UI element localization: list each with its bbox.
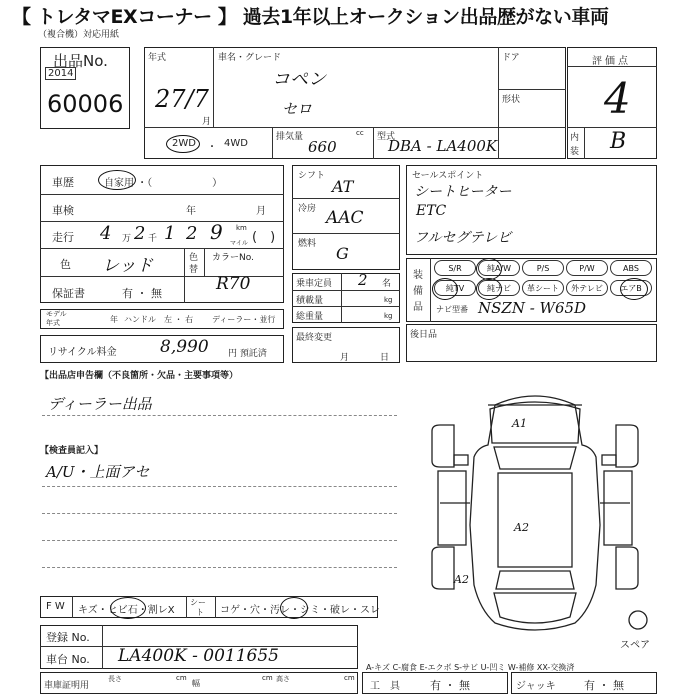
declaration-value: ディーラー出品 [48, 395, 152, 413]
handle-label: ハンドル [124, 315, 156, 324]
usage-options: 自家用 ・（ ） [104, 178, 223, 189]
chassis-label: 車台 No. [46, 653, 90, 666]
damage-mark-roof: A2 [514, 521, 529, 534]
header-subtitle: （複合機）対応用紙 [38, 30, 120, 40]
left-mirror [454, 455, 468, 465]
inspection-label: 車検 [52, 204, 74, 217]
color-value: レッド [102, 256, 153, 276]
capacity-unit: 名 [382, 279, 392, 289]
damage-mark-rear: A2 [454, 573, 469, 586]
declaration-label: 【出品店申告欄（不良箇所・欠品・主要事項等） [40, 371, 239, 381]
seat-label-1: シー [190, 598, 206, 607]
equip-sunroof: S/R [434, 260, 476, 276]
circle-tv [432, 278, 458, 300]
grade-value: セロ [282, 100, 313, 118]
seat-circle [280, 597, 308, 619]
drive-sep: ・ [207, 142, 217, 153]
sales-point-3: フルセグテレビ [414, 230, 512, 246]
equip-navi: 純ナビ [478, 280, 520, 296]
sales-points-label: セールスポイント [412, 171, 484, 181]
fw-options: キズ・ヒビ石・割レX [78, 605, 175, 616]
damage-legend: A-キズ C-腐食 E-エクボ S-サビ U-凹ミ W-補修 XX-交換済 [366, 663, 575, 672]
ac-label: 冷房 [298, 204, 317, 214]
jack-options: 有 ・ 無 [584, 679, 624, 692]
dealer-label: ディーラー・並行 [212, 315, 276, 324]
mileage-digit-1: 4 [100, 223, 112, 244]
seat-label-2: ト [196, 608, 204, 617]
circle-navi [476, 278, 502, 300]
left-front-wheel [432, 425, 454, 467]
length-unit: cm [176, 674, 187, 682]
interior-value: B [610, 129, 627, 154]
rear-window [496, 571, 574, 589]
rating-label: 評価点 [592, 56, 631, 67]
width-unit: cm [262, 674, 273, 682]
warranty-options: 有 ・ 無 [122, 287, 162, 300]
fw-circle [110, 597, 146, 619]
recycle-label: リサイクル料金 [48, 347, 117, 358]
navi-value: NSZN - W65D [478, 299, 587, 317]
interior-label-1: 内 [570, 133, 580, 143]
car-outline [470, 396, 600, 630]
equip-tv: 純TV [434, 280, 476, 296]
drive-2wd: 2WD [172, 138, 196, 149]
displacement-label: 排気量 [276, 132, 304, 142]
mileage-km-unit: km [236, 224, 247, 232]
year-value: 27/7 [155, 85, 209, 113]
load-unit: kg [384, 296, 393, 304]
sales-point-2: ETC [416, 203, 447, 219]
equip-airbag: エアB [610, 280, 652, 296]
spare-tire [629, 611, 647, 629]
right-door [604, 471, 632, 545]
weight-label: 総重量 [296, 312, 324, 322]
color-change-label-1: 色 [189, 253, 199, 263]
drive-4wd: 4WD [224, 138, 248, 149]
interior-label-2: 装 [570, 147, 580, 157]
model-value: DBA - LA400K [388, 137, 498, 155]
shift-value: AT [332, 177, 354, 196]
displacement-value: 660 [308, 138, 337, 156]
equip-ext-tv: 外テレビ [566, 280, 608, 296]
usage-label: 車歴 [52, 176, 74, 189]
usage-circle [98, 170, 136, 190]
model-year-label-2: 年式 [46, 319, 60, 327]
mileage-digit-2: 2 [134, 223, 146, 244]
lot-label: 出品No. [53, 52, 108, 70]
warranty-label: 保証書 [52, 287, 85, 300]
model-label: 型式 [377, 132, 396, 142]
height-unit: cm [344, 674, 355, 682]
mileage-digit-3: 1 [164, 223, 176, 244]
color-no-value: R70 [216, 274, 251, 294]
right-mirror [602, 455, 616, 465]
circle-alloy-wheel [476, 258, 502, 280]
chassis-value: LA400K - 0011655 [118, 646, 279, 666]
car-name-label: 車名・グレード [218, 53, 282, 63]
mileage-mile-unit: マイル [230, 240, 248, 247]
mileage-sen-unit: 千 [148, 234, 158, 244]
equip-power-window: P/W [566, 260, 608, 276]
lot-year-tag: 2014 [45, 67, 76, 80]
last-change-day: 日 [380, 353, 390, 363]
navi-label: ナビ型番 [436, 305, 468, 314]
last-change-month: 月 [340, 353, 350, 363]
weight-unit: kg [384, 312, 393, 320]
trunk-panel [494, 593, 576, 623]
car-diagram [410, 385, 660, 640]
lot-number: 60006 [47, 90, 124, 118]
car-name-value: コペン [272, 69, 326, 90]
spare-label: スペア [620, 640, 650, 651]
mileage-digit-5: 9 [210, 220, 223, 244]
header-title: 【 トレタマEXコーナー 】 過去1年以上オークション出品歴がない車両 [12, 6, 609, 28]
inspector-value: A/U・上面アセ [46, 463, 150, 481]
ac-value: AAC [326, 208, 364, 228]
cert-label: 車庫証明用 [44, 681, 90, 691]
equipment-label-3: 品 [413, 302, 423, 313]
inspection-year-unit: 年 [186, 206, 196, 217]
rear-seat-label: 後日品 [410, 330, 438, 340]
inspector-label: 【検査員記入】 [40, 446, 104, 456]
right-front-wheel [616, 425, 638, 467]
door-label: ドア [502, 53, 520, 63]
tools-options: 有 ・ 無 [430, 679, 470, 692]
fuel-value: G [336, 244, 349, 263]
mileage-digit-4: 2 [186, 223, 198, 244]
height-label: 高さ [276, 675, 290, 683]
equip-power-steering: P/S [522, 260, 564, 276]
month-unit: 月 [202, 117, 212, 127]
year-label: 年式 [148, 53, 167, 63]
equip-leather-seat: 革シート [522, 280, 564, 296]
lot-box [40, 47, 130, 129]
shape-label: 形状 [502, 95, 521, 105]
last-change-label: 最終変更 [296, 333, 333, 343]
right-rear-wheel [616, 547, 638, 589]
tools-label: 工 具 [370, 681, 400, 692]
color-change-label-2: 替 [189, 265, 199, 275]
rating-value: 4 [604, 74, 631, 123]
inspection-month-unit: 月 [256, 206, 266, 217]
recycle-value: 8,990 [160, 337, 209, 357]
shift-label: シフト [298, 171, 326, 181]
color-label: 色 [60, 258, 71, 271]
mileage-paren: ( ) [252, 230, 276, 245]
capacity-label: 乗車定員 [296, 279, 333, 289]
model-year-label-1: モデル [46, 310, 67, 318]
left-rear-wheel [432, 547, 454, 589]
mileage-man-unit: 万 [122, 234, 132, 244]
equip-alloy-wheel: 純A/W [478, 260, 520, 276]
roof-panel [498, 473, 572, 567]
handle-options: 左 ・ 右 [164, 315, 194, 324]
circle-airbag [620, 278, 648, 300]
jack-label: ジャッキ [516, 681, 556, 692]
seat-options: コゲ・穴・汚レ・シミ・破レ・スレ [220, 605, 380, 616]
length-label: 長さ [108, 675, 122, 683]
equip-abs: ABS [610, 260, 652, 276]
equipment-label-1: 装 [413, 270, 423, 281]
load-label: 積載量 [296, 296, 324, 306]
recycle-unit: 円 預託済 [228, 349, 267, 359]
fw-label: F W [46, 601, 65, 612]
left-door [438, 471, 466, 545]
fuel-label: 燃料 [298, 239, 317, 249]
model-year-suffix: 年 [110, 315, 118, 324]
reg-no-label: 登録 No. [46, 631, 90, 644]
damage-mark-front: A1 [512, 417, 527, 430]
windshield [494, 447, 576, 469]
color-no-label: カラーNo. [212, 253, 254, 263]
equipment-label-2: 備 [413, 286, 423, 297]
mileage-label: 走行 [52, 231, 74, 244]
width-label: 幅 [192, 679, 200, 688]
displacement-unit: cc [356, 129, 364, 137]
rear-seat-box [406, 324, 657, 362]
sales-point-1: シートヒーター [414, 184, 512, 200]
capacity-value: 2 [358, 271, 368, 289]
